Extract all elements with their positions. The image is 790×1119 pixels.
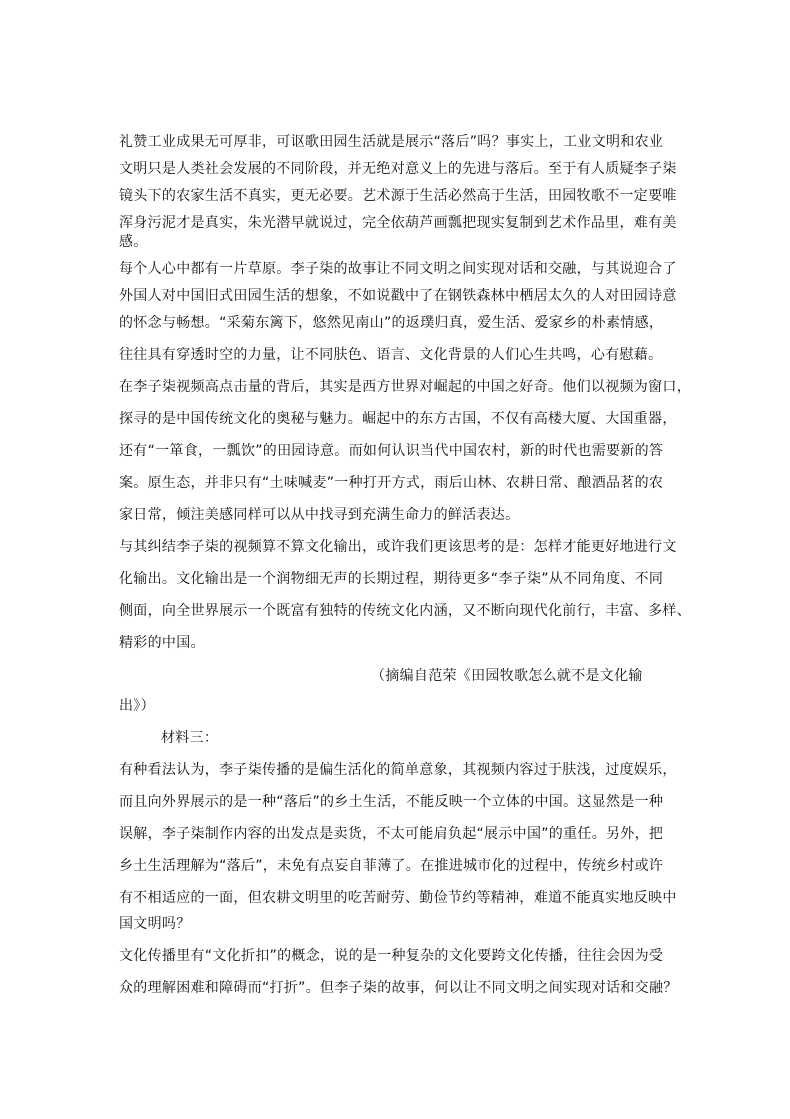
text-line: 镜头下的农家生活不真实，更无必要。艺术源于生活必然高于生活，田园牧歌不一定要唯 [119, 188, 677, 204]
text-line: 礼赞工业成果无可厚非，可讴歌田园生活就是展示“落后”吗？事实上，工业文明和农业 [119, 134, 664, 150]
text-line: 家日常，倾注美感同样可以从中找寻到充满生命力的鲜活表达。 [119, 507, 520, 523]
text-line: 感。 [119, 234, 148, 250]
text-line: 有种看法认为，李子柒传播的是偏生活化的简单意象，其视频内容过于肤浅，过度娱乐， [119, 762, 677, 778]
citation: 出》） [119, 698, 155, 714]
section-heading: 材料三： [161, 730, 219, 746]
text-line: 精彩的中国。 [119, 635, 205, 651]
text-line: 案。原生态，并非只有“土味喊麦”一种打开方式，雨后山林、农耕日常、酿酒品茗的农 [119, 475, 664, 491]
text-line: 侧面，向全世界展示一个既富有独特的传统文化内涵，又不断向现代化前行，丰富、多样、 [119, 603, 691, 619]
text-line: 每个人心中都有一片草原。李子柒的故事让不同文明之间实现对话和交融，与其说迎合了 [119, 261, 677, 277]
text-line: 化输出。文化输出是一个润物细无声的长期过程，期待更多“李子柒”从不同角度、不同 [119, 571, 664, 587]
text-line: 探寻的是中国传统文化的奥秘与魅力。崛起中的东方古国，不仅有高楼大厦、大国重器， [119, 411, 677, 427]
text-line: 的怀念与畅想。“采菊东篱下，悠然见南山”的返璞归真，爱生活、爱家乡的朴素情感， [119, 315, 664, 331]
text-line: 还有“一箪食，一瓢饮”的田园诗意。而如何认识当代中国农村，新的时代也需要新的答 [119, 443, 664, 459]
text-line: 文化传播里有“文化折扣”的概念，说的是一种复杂的文化要跨文化传播，往往会因为受 [119, 948, 664, 964]
text-line: 外国人对中国旧式田园生活的想象，不如说戳中了在钢铁森林中栖居太久的人对田园诗意 [119, 288, 677, 304]
text-line: 往往具有穿透时空的力量，让不同肤色、语言、文化背景的人们心生共鸣，心有慰藉。 [119, 347, 663, 363]
text-line: 文明只是人类社会发展的不同阶段，并无绝对意义上的先进与落后。至于有人质疑李子柒 [119, 161, 677, 177]
text-line: 在李子柒视频高点击量的背后，其实是西方世界对崛起的中国之好奇。他们以视频为窗口， [119, 379, 691, 395]
text-line: 国文明吗？ [119, 916, 191, 932]
text-line: 乡土生活理解为“落后”，未免有点妄自菲薄了。在推进城市化的过程中，传统乡村或许 [119, 858, 664, 874]
text-line: 众的理解困难和障碍而“打折”。但李子柒的故事，何以让不同文明之间实现对话和交融？ [119, 980, 678, 996]
text-line: 有不相适应的一面，但农耕文明里的吃苦耐劳、勤俭节约等精神，难道不能真实地反映中 [119, 890, 677, 906]
citation: （摘编自范荣《田园牧歌怎么就不是文化输 [371, 668, 643, 684]
text-line: 而且向外界展示的是一种“落后”的乡土生活，不能反映一个立体的中国。这显然是一种 [119, 794, 664, 810]
text-line: 浑身污泥才是真实，朱光潜早就说过，完全依葫芦画瓢把现实复制到艺术作品里，难有美 [119, 215, 677, 231]
text-line: 误解，李子柒制作内容的出发点是卖货，不太可能肩负起“展示中国”的重任。另外，把 [119, 826, 664, 842]
text-line: 与其纠结李子柒的视频算不算文化输出，或许我们更该思考的是：怎样才能更好地进行文 [119, 539, 677, 555]
